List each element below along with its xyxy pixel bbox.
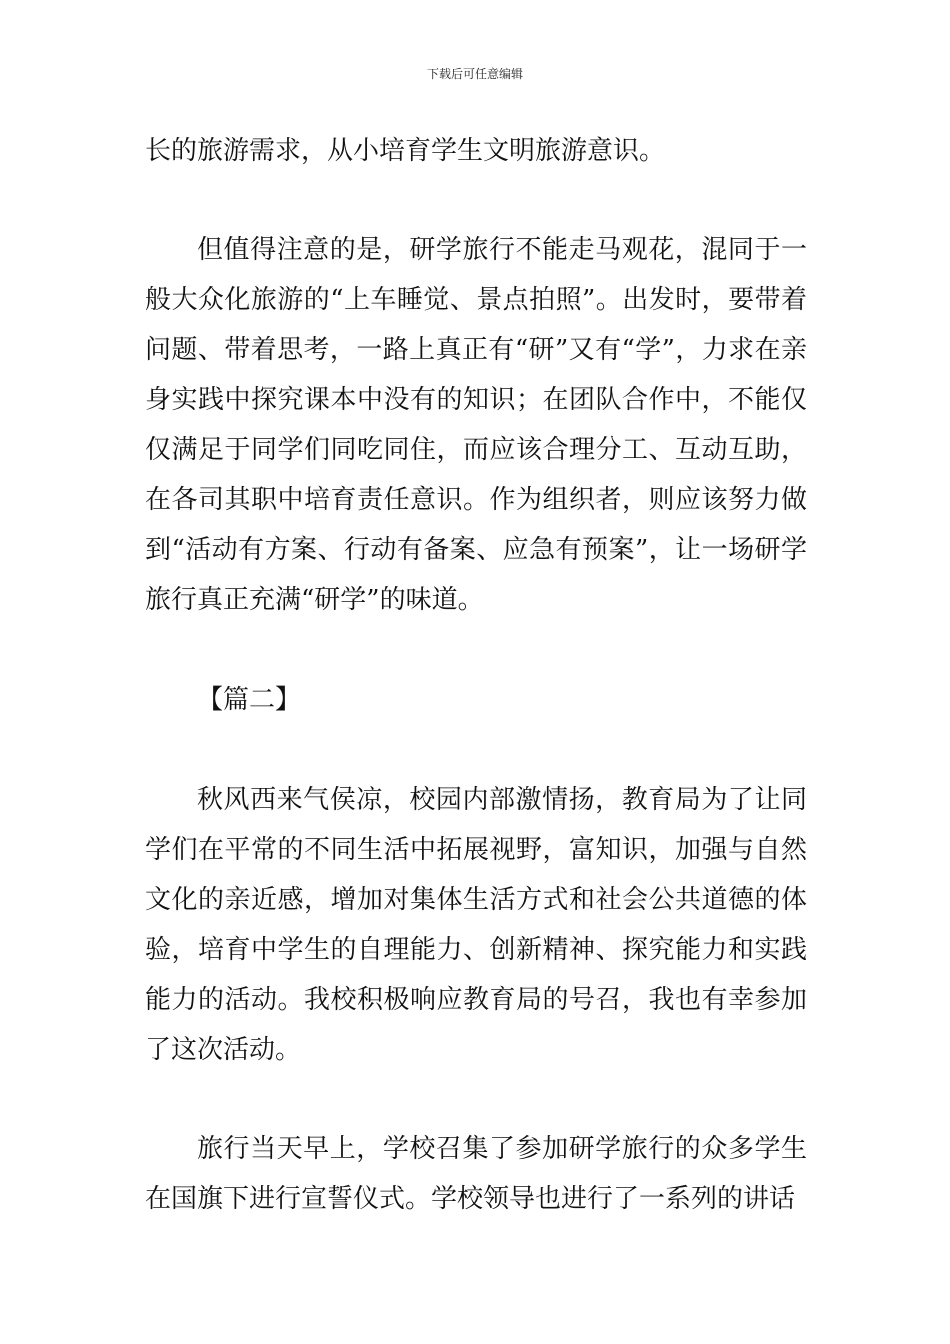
page-header: 下载后可任意编辑: [426, 67, 523, 81]
paragraph-research-travel-notes: 但值得注意的是，研学旅行不能走马观花，混同于一般大众化旅游的“上车睡觉、景点拍照”。出发时，要带着问题、带着思考，一路上真正有“研”又有“学”，力求在亲身实践中探究课本中没有的知识；在团队合作中，不能仅仅满足于同学们同吃同住，而应该合理分工、互动互助，在各司其职中培育责任意识。作为组织者，则应该努力做到“活动有方案、行动有备案、应急有预案”，让一场研学旅行真正充满“研学”的味道。: [145, 235, 807, 615]
paragraph-continuation: 长的旅游需求，从小培育学生文明旅游意识。: [145, 136, 666, 166]
paragraph-travel-day: 旅行当天早上，学校召集了参加研学旅行的众多学生在国旗下进行宣誓仪式。学校领导也进行了一系列的讲话: [145, 1134, 807, 1214]
section-heading-part-two: 【篇二】: [197, 685, 302, 715]
paragraph-autumn-activity: 秋风西来气侯凉，校园内部激情扬，教育局为了让同学们在平常的不同生活中拓展视野，富知识，加强与自然文化的亲近感，增加对集体生活方式和社会公共道德的体验，培育中学生的自理能力、创新精神、探究能力和实践能力的活动。我校积极响应教育局的号召，我也有幸参加了这次活动。: [145, 785, 807, 1065]
